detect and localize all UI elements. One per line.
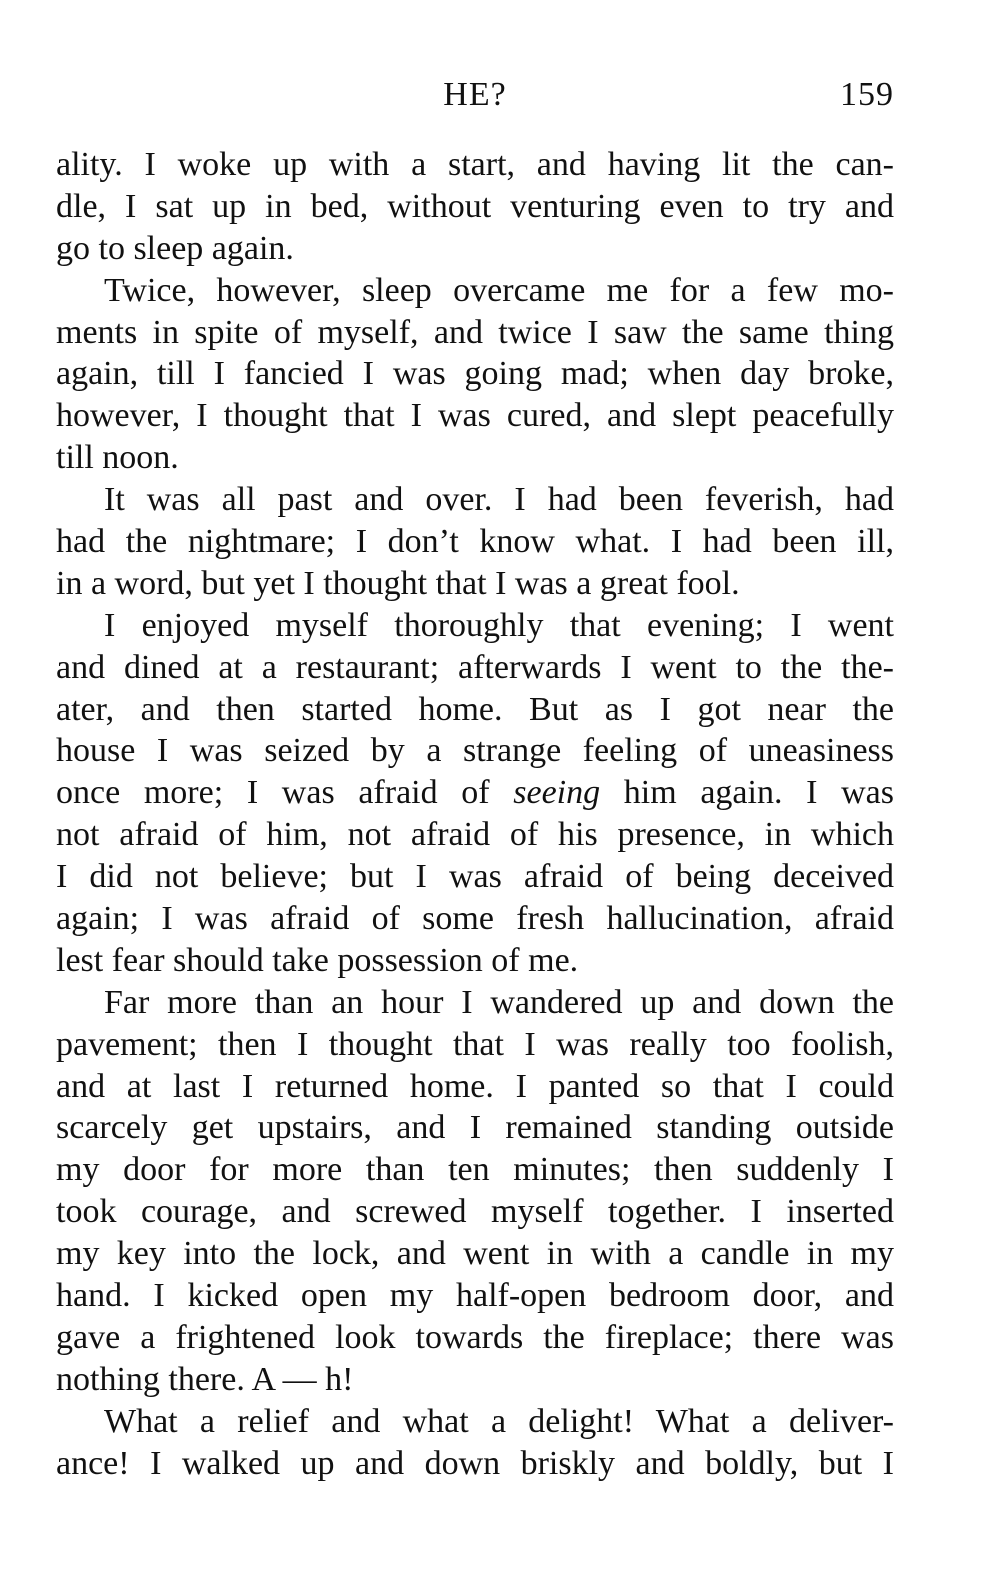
text-line: had the nightmare; I don’t know what. I had been ill, — [56, 523, 894, 561]
text-line: till noon. — [56, 439, 179, 477]
text-line: scarcely get upstairs, and I remained standing outside — [56, 1109, 894, 1147]
text-line: Far more than an hour I wandered up and down the — [104, 983, 894, 1021]
text-line: ance! I walked up and down briskly and boldly, but I — [56, 1444, 894, 1482]
text-line: in a word, but yet I thought that I was a great fool. — [56, 564, 740, 602]
text-line: I did not believe; but I was afraid of being deceived — [56, 858, 894, 896]
text-line: again, till I fancied I was going mad; when day broke, — [56, 355, 894, 393]
page-header — [56, 70, 894, 120]
page-number: 159 — [840, 76, 894, 113]
text-line: house I was seized by a strange feeling of uneasiness — [56, 732, 894, 770]
text-segment: once more; I was afraid of — [56, 774, 514, 812]
text-segment: him again. I was — [600, 774, 894, 812]
text-line: It was all past and over. I had been feverish, had — [104, 481, 894, 519]
text-line: Twice, however, sleep overcame me for a few mo- — [104, 271, 894, 309]
text-line: and dined at a restaurant; afterwards I went to the the- — [56, 648, 894, 686]
text-line: and at last I returned home. I panted so that I could — [56, 1067, 894, 1105]
text-line: nothing there. A — h! — [56, 1360, 354, 1398]
text-line: not afraid of him, not afraid of his presence, in which — [56, 816, 894, 854]
text-line: hand. I kicked open my half-open bedroom door, and — [56, 1277, 894, 1315]
text-line: dle, I sat up in bed, without venturing even to try and — [56, 187, 894, 225]
text-line: ality. I woke up with a start, and having lit the can- — [56, 146, 894, 183]
text-line: again; I was afraid of some fresh hallucination, afraid — [56, 900, 894, 938]
text-line: took courage, and screwed myself together. I inserted — [56, 1193, 894, 1231]
text-line: lest fear should take possession of me. — [56, 941, 579, 979]
text-line: gave a frightened look towards the fireplace; there was — [56, 1318, 894, 1356]
emphasized-word: seeing — [513, 774, 601, 812]
text-line: What a relief and what a delight! What a deliver- — [104, 1402, 894, 1440]
text-line: go to sleep again. — [56, 229, 294, 267]
text-line: I enjoyed myself thoroughly that evening; I went — [104, 606, 894, 644]
text-line-with-emphasis — [56, 772, 894, 814]
text-line: my door for more than ten minutes; then suddenly I — [56, 1151, 894, 1189]
body-text — [56, 144, 894, 1485]
text-line: ater, and then started home. But as I got near the — [56, 690, 894, 728]
text-line: pavement; then I thought that I was really too foolish, — [56, 1025, 894, 1063]
running-title: HE? — [443, 76, 507, 113]
text-line: ments in spite of myself, and twice I saw the same thing — [56, 313, 894, 351]
text-line: my key into the lock, and went in with a candle in my — [56, 1235, 894, 1273]
text-line: however, I thought that I was cured, and slept peacefully — [56, 397, 894, 435]
